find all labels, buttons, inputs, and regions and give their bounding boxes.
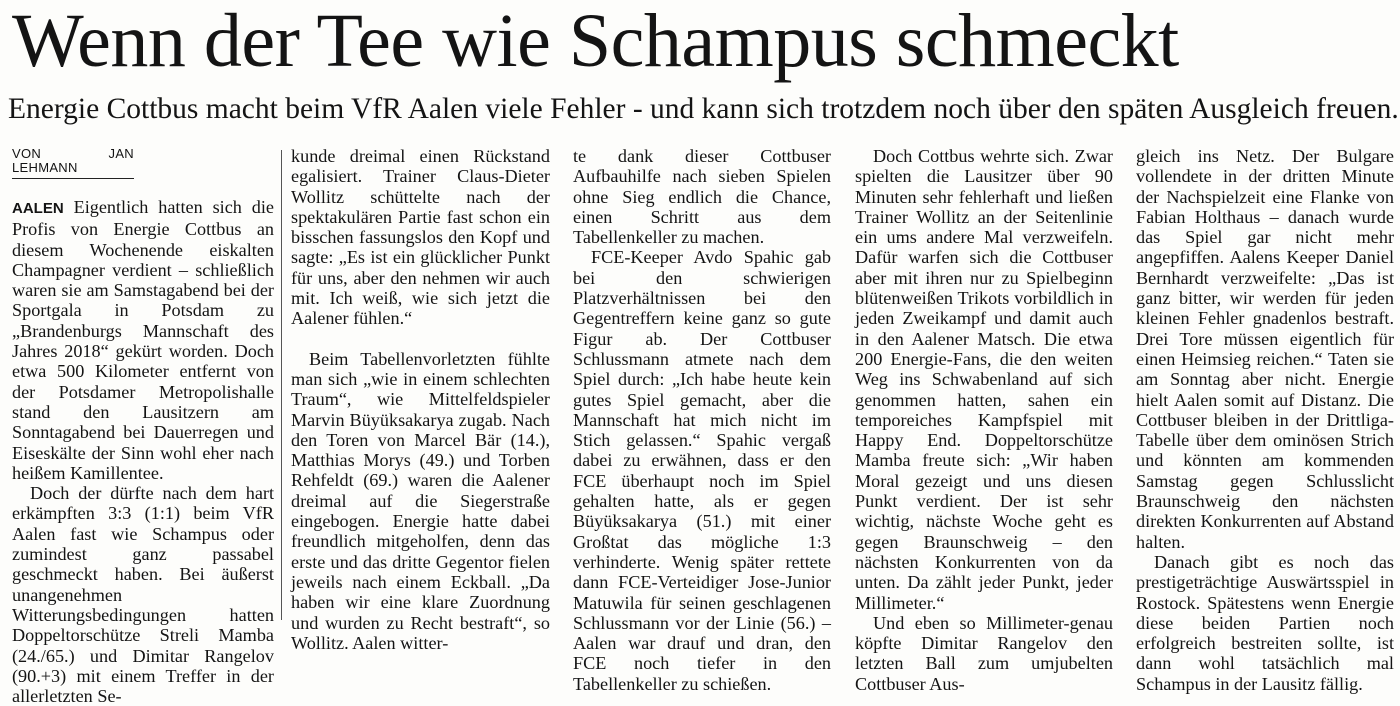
article-column-4 — [855, 146, 1113, 694]
article-column-2 — [291, 146, 550, 653]
column-4-paragraph-2: Und eben so Millimeter-genau köpfte Dimitar Rangelov den letzten Ball zum umjubelten Cottbuser Aus- — [855, 612, 1113, 694]
column-divider — [281, 150, 282, 620]
column-4-paragraph-1: Doch Cottbus wehrte sich. Zwar spielten die Lausitzer über 90 Minuten sehr fehlerhaft und ließen Trainer Wollitz an der Seitenlinie ein ums andere Mal verzweifeln. Dafür warfen sich die Cottbuser aber mit ihren nur zu Spielbeginn blütenweißen Trikots vorbildlich in jeden Zweikampf und damit auch in den Aalener Matsch. Die etwa 200 Energie-Fans, die den weiten Weg ins Schwabenland auf sich genommen hatten, sahen ein temporeiches Kampfspiel mit Happy End. Doppeltorschütze Mamba freute sich: „Wir haben Moral gezeigt und uns diesen Punkt verdient. Der ist sehr wichtig, nächste Woche geht es gegen Braunschweig – den nächsten Konkurrenten von da unten. Da zählt jeder Punkt, jeder Millimeter.“ — [855, 146, 1113, 613]
article-column-5 — [1136, 146, 1394, 694]
column-5-paragraph-1: gleich ins Netz. Der Bulgare vollendete in der dritten Minute der Nachspielzeit eine Flanke von Fabian Holthaus – danach wurde das Spiel gar nicht mehr angepfiffen. Aalens Keeper Daniel Bernhardt verzweifelte: „Das ist ganz bitter, wir werden für jeden kleinen Fehler gnadenlos bestraft. Drei Tore müssen eigentlich für einen Heimsieg reichen.“ Taten sie am Sonntag aber nicht. Energie hielt Aalen somit auf Distanz. Die Cottbuser bleiben in der Drittliga-Tabelle über dem ominösen Strich und könnten am kommenden Samstag gegen Schlusslicht Braunschweig den nächsten direkten Konkurrenten auf Abstand halten. — [1136, 146, 1394, 552]
column-3-paragraph-2: FCE-Keeper Avdo Spahic gab bei den schwierigen Platzverhältnissen bei den Gegentreffern keine ganz so gute Figur ab. Der Cottbuser Schlussmann atmete nach dem Spiel durch: „Ich habe heute kein gutes Spiel gemacht, aber die Mannschaft hat mich nicht im Stich gelassen.“ Spahic vergaß dabei zu erwähnen, dass er den FCE überhaupt noch im Spiel gehalten hatte, als er gegen Büyüksakarya (51.) mit einer Großtat das mögliche 1:3 verhinderte. Wenig später rettete dann FCE-Verteidiger Jose-Junior Matuwila für seinen geschlagenen Schlussmann vor der Linie (56.) – Aalen war drauf und dran, den FCE noch tiefer in den Tabellenkeller zu schießen. — [573, 247, 831, 694]
column-2-paragraph-1: kunde dreimal einen Rückstand egalisiert. Trainer Claus-Dieter Wollitz schüttelte nach der spektakulären Partie fast schon ein bisschen fassungslos den Kopf und sagte: „Es ist ein glücklicher Punkt für uns, aber den nehmen wir auch mit. Ich weiß, wie sich jetzt die Aalener fühlen.“ — [291, 146, 550, 329]
byline: VON JAN LEHMANN — [12, 147, 134, 179]
column-1-paragraph-2: Doch der dürfte nach dem hart erkämpften 3:3 (1:1) beim VfR Aalen fast wie Schampus oder zumindest ganz passabel geschmeckt haben. Bei äußerst unangenehmen Witterungsbedingungen hatten Doppeltorschütze Streli Mamba (24./65.) und Dimitar Rangelov (90.+3) mit einem Treffer in der allerletzten Se- — [12, 483, 274, 706]
column-3-paragraph-1: te dank dieser Cottbuser Aufbauhilfe nach sieben Spielen ohne Sieg endlich die Chance, einen Schritt aus dem Tabellenkeller zu machen. — [573, 146, 831, 248]
article-column-3 — [573, 146, 831, 694]
dateline: AALEN — [12, 200, 64, 217]
column-5-paragraph-2: Danach gibt es noch das prestigeträchtige Auswärtsspiel in Rostock. Spätestens wenn Energie diese beiden Partien noch erfolgreich bestreiten sollte, ist dann wohl tatsächlich mal Schampus in der Lausitz fällig. — [1136, 551, 1394, 694]
column-1-paragraph-1-text: Eigentlich hatten sich die Profis von Energie Cottbus an diesem Wochenende eiskalten Champagner verdient – schließlich waren sie am Samstagabend bei der Sportgala in Potsdam zu „Brandenburgs Mannschaft des Jahres 2018“ gekürt worden. Doch etwa 500 Kilometer entfernt von der Potsdamer Metropolishalle stand den Lausitzern am Sonntagabend bei Dauerregen und Eiseskälte der Sinn wohl eher nach heißem Kamillentee. — [12, 197, 274, 483]
subheadline: Energie Cottbus macht beim VfR Aalen viele Fehler - und kann sich trotzdem noch über den späten Ausgleich freuen. — [8, 93, 1399, 125]
article-column-1 — [12, 146, 274, 706]
column-1-paragraph-1 — [12, 197, 274, 483]
column-2-paragraph-2: Beim Tabellenvorletzten fühlte man sich „wie in einem schlechten Traum“, wie Mittelfeldspieler Marvin Büyüksakarya zugab. Nach den Toren von Marcel Bär (14.), Matthias Morys (49.) und Torben Rehfeldt (69.) waren die Aalener dreimal auf die Siegerstraße eingebogen. Energie hatte dabei freundlich mitgeholfen, denn das erste und das dritte Gegentor fielen jeweils nach einem Eckball. „Da haben wir eine klare Zuordnung und wurden zu Recht bestraft“, so Wollitz. Aalen witter- — [291, 348, 550, 653]
headline: Wenn der Tee wie Schampus schmeckt — [12, 0, 1179, 83]
